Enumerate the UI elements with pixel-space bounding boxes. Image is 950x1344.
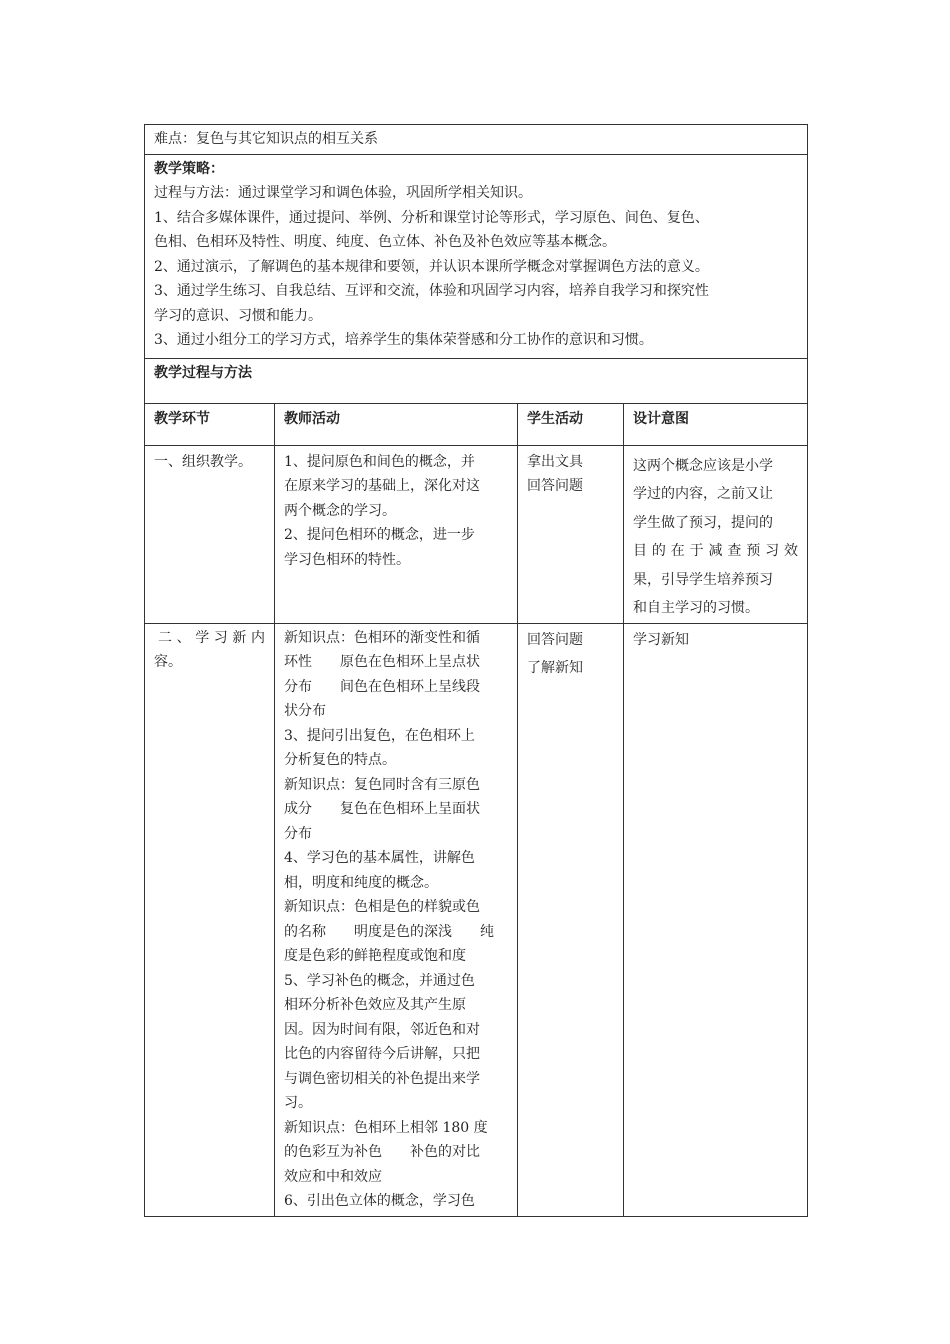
design-intent-cell: 学习新知 bbox=[624, 623, 808, 1216]
stage-cell: 一、组织教学。 bbox=[145, 445, 275, 623]
table-row bbox=[145, 623, 808, 1216]
column-header-student: 学生活动 bbox=[518, 403, 624, 445]
table-row bbox=[145, 445, 808, 623]
difficulty-text: 难点：复色与其它知识点的相互关系 bbox=[154, 131, 378, 147]
strategy-line: 1、结合多媒体课件，通过提问、举例、分析和课堂讨论等形式，学习原色、间色、复色、 bbox=[154, 209, 709, 226]
teacher-activity-cell: 新知识点：色相环的渐变性和循 环性 原色在色相环上呈点状 分布 间色在色相环上呈线段 状分布 3、提问引出复色，在色相环上 分析复色的特点。 新知识点：复色同时含有三原色 成分 复色在色相环上呈面状 分布 4、学习色的基本属性，讲解色 相，明度和纯度的概念。 新知识点：色相是色的样貌或色 的名称 明度是色的深浅 纯 度是色彩的鲜艳程度或饱和度 5、学习补色的概念，并通过色 相环分析补色效应及其产生原 因。因为时间有限，邻近色和对 比色的内容留待今后讲解，只把 与调色密切相关的补色提出来学 习。 新知识点：色相环上相邻 180 度 的色彩互为补色 补色的对比 效应和中和效应 6、引出色立体的概念，学习色 bbox=[275, 623, 518, 1216]
column-header-teacher: 教师活动 bbox=[275, 403, 518, 445]
teacher-activity-cell: 1、提问原色和间色的概念，并 在原来学习的基础上，深化对这 两个概念的学习。 2、提问色相环的概念，进一步 学习色相环的特性。 bbox=[275, 445, 518, 623]
design-intent-cell: 这两个概念应该是小学 学过的内容，之前又让 学生做了预习，提问的 目的在于减查预习效 果，引导学生培养预习 和自主学习的习惯。 bbox=[624, 445, 808, 623]
strategy-line: 过程与方法：通过课堂学习和调色体验，巩固所学相关知识。 bbox=[154, 185, 532, 201]
strategy-line: 2、通过演示，了解调色的基本规律和要领，并认识本课所学概念对掌握调色方法的意义。 bbox=[154, 258, 709, 275]
strategy-line: 学习的意识、习惯和能力。 bbox=[154, 307, 322, 324]
column-header-stage: 教学环节 bbox=[145, 403, 275, 445]
student-activity-cell: 回答问题 了解新知 bbox=[518, 623, 624, 1216]
difficulty-row bbox=[145, 125, 808, 155]
process-heading-row bbox=[145, 358, 808, 403]
column-header-intent: 设计意图 bbox=[624, 403, 808, 445]
process-heading: 教学过程与方法 bbox=[154, 364, 252, 381]
student-activity-cell: 拿出文具 回答问题 bbox=[518, 445, 624, 623]
lesson-plan-table bbox=[144, 124, 808, 1217]
strategy-row bbox=[145, 154, 808, 358]
strategy-line: 3、通过小组分工的学习方式，培养学生的集体荣誉感和分工协作的意识和习惯。 bbox=[154, 332, 653, 348]
strategy-heading: 教学策略： bbox=[154, 160, 224, 177]
column-header-row bbox=[145, 403, 808, 445]
strategy-line: 3、通过学生练习、自我总结、互评和交流，体验和巩固学习内容，培养自我学习和探究性 bbox=[154, 283, 709, 299]
strategy-line: 色相、色相环及特性、明度、纯度、色立体、补色及补色效应等基本概念。 bbox=[154, 234, 616, 250]
lesson-plan-document bbox=[144, 124, 807, 1217]
stage-cell: 二、学习新内 容。 bbox=[145, 623, 275, 1216]
